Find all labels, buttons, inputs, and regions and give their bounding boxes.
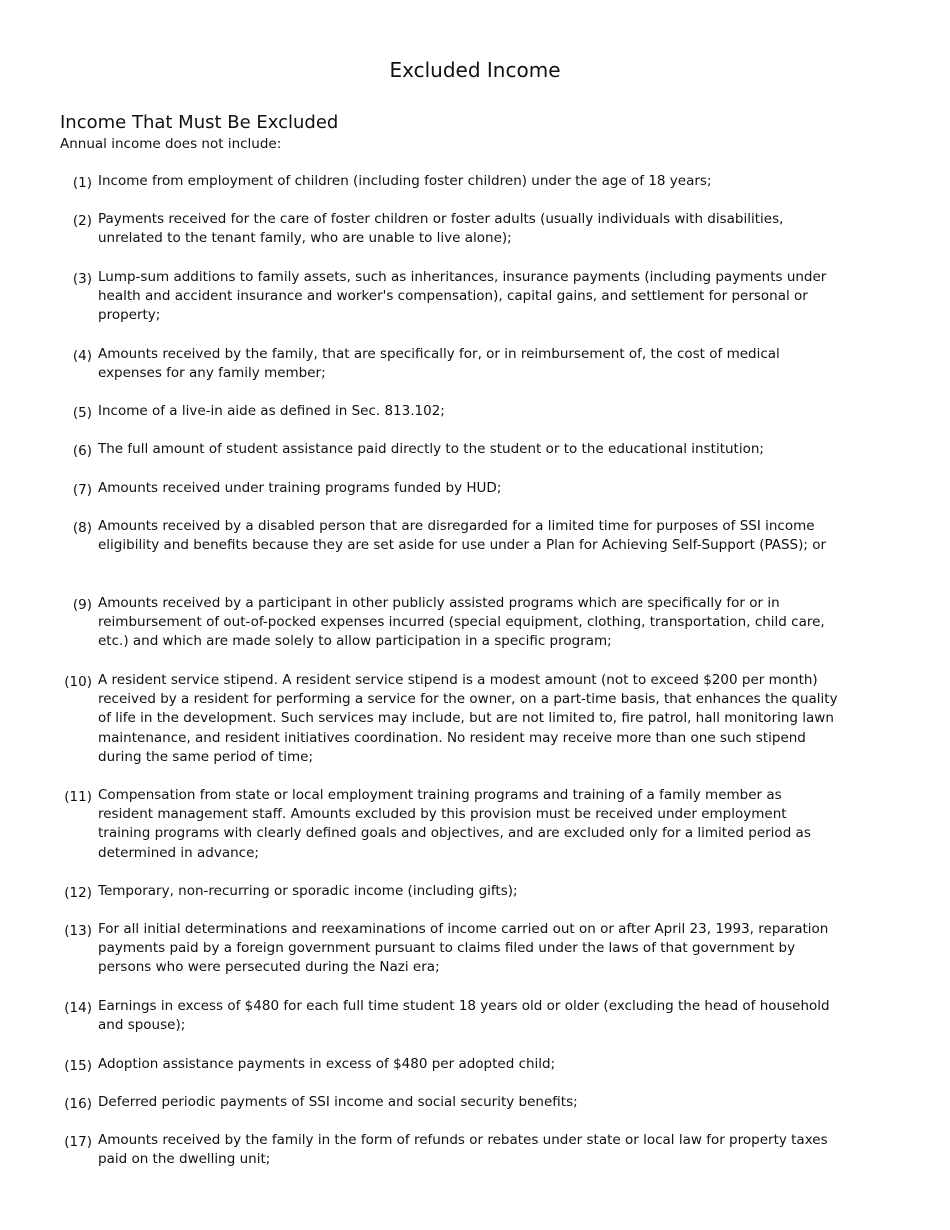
item-text: Deferred periodic payments of SSI income and social security benefits;	[98, 1094, 578, 1110]
item-text: Amounts received under training programs funded by HUD;	[98, 480, 502, 496]
item-number: (7)	[72, 482, 92, 498]
item-text: The full amount of student assistance paid directly to the student or to the educational institution;	[98, 441, 764, 457]
item-text: Amounts received by the family, that are specifically for, or in reimbursement of, the cost of medical expenses for any family member;	[98, 346, 780, 382]
item-number: (10)	[64, 674, 92, 690]
item-text: Payments received for the care of foster children or foster adults (usually individuals with disabilities, unrelated to the tenant family, who are unable to live alone);	[98, 211, 784, 247]
item-number: (1)	[72, 175, 92, 191]
item-number: (4)	[72, 348, 92, 364]
item-number: (16)	[64, 1096, 92, 1112]
item-number: (14)	[64, 1000, 92, 1016]
item-text: For all initial determinations and reexaminations of income carried out on or after April 23, 1993, reparation payments paid by a foreign government pursuant to claims filed under the laws of that government by persons who were persecuted during the Nazi era;	[98, 921, 829, 976]
item-text: Temporary, non-recurring or sporadic income (including gifts);	[98, 883, 518, 899]
item-text: Earnings in excess of $480 for each full time student 18 years old or older (excluding the head of household and spouse);	[98, 998, 830, 1034]
item-text: Compensation from state or local employment training programs and training of a family member as resident management staff. Amounts excluded by this provision must be received under employment training programs with clearly defined goals and objectives, and are excluded only for a limited period as determined in advance;	[98, 787, 811, 861]
item-number: (5)	[72, 405, 92, 421]
item-number: (12)	[64, 885, 92, 901]
section-heading: Income That Must Be Excluded	[60, 112, 339, 133]
item-number: (17)	[64, 1134, 92, 1150]
item-text: Amounts received by a disabled person that are disregarded for a limited time for purposes of SSI income eligibility and benefits because they are set aside for use under a Plan for Achieving Self-Support (PASS); or	[98, 518, 827, 554]
item-number: (2)	[72, 213, 92, 229]
item-text: A resident service stipend. A resident service stipend is a modest amount (not to exceed $200 per month) received by a resident for performing a service for the owner, on a part-time basis, that enhances the quality of life in the development. Such services may include, but are not limited to, fire patrol, hall monitoring lawn maintenance, and resident initiatives coordination. No resident may receive more than one such stipend during the same period of time;	[98, 672, 838, 765]
item-text: Adoption assistance payments in excess of $480 per adopted child;	[98, 1056, 556, 1072]
item-number: (15)	[64, 1058, 92, 1074]
item-number: (11)	[64, 789, 92, 805]
item-text: Amounts received by the family in the form of refunds or rebates under state or local law for property taxes paid on the dwelling unit;	[98, 1132, 828, 1168]
item-text: Income from employment of children (including foster children) under the age of 18 years;	[98, 173, 712, 189]
item-text: Lump-sum additions to family assets, such as inheritances, insurance payments (including payments under health and accident insurance and worker's compensation), capital gains, and settlement for personal or property;	[98, 269, 827, 324]
item-number: (13)	[64, 923, 92, 939]
item-number: (8)	[72, 520, 92, 536]
item-text: Income of a live-in aide as defined in Sec. 813.102;	[98, 403, 445, 419]
item-text: Amounts received by a participant in other publicly assisted programs which are specifically for or in reimbursement of out-of-pocked expenses incurred (special equipment, clothing, transportation, child care, etc.) and which are made solely to allow participation in a specific program;	[98, 595, 825, 650]
item-number: (9)	[72, 597, 92, 613]
page-title: Excluded Income	[389, 58, 561, 82]
item-number: (6)	[72, 443, 92, 459]
intro-text: Annual income does not include:	[60, 136, 282, 152]
item-number: (3)	[72, 271, 92, 287]
